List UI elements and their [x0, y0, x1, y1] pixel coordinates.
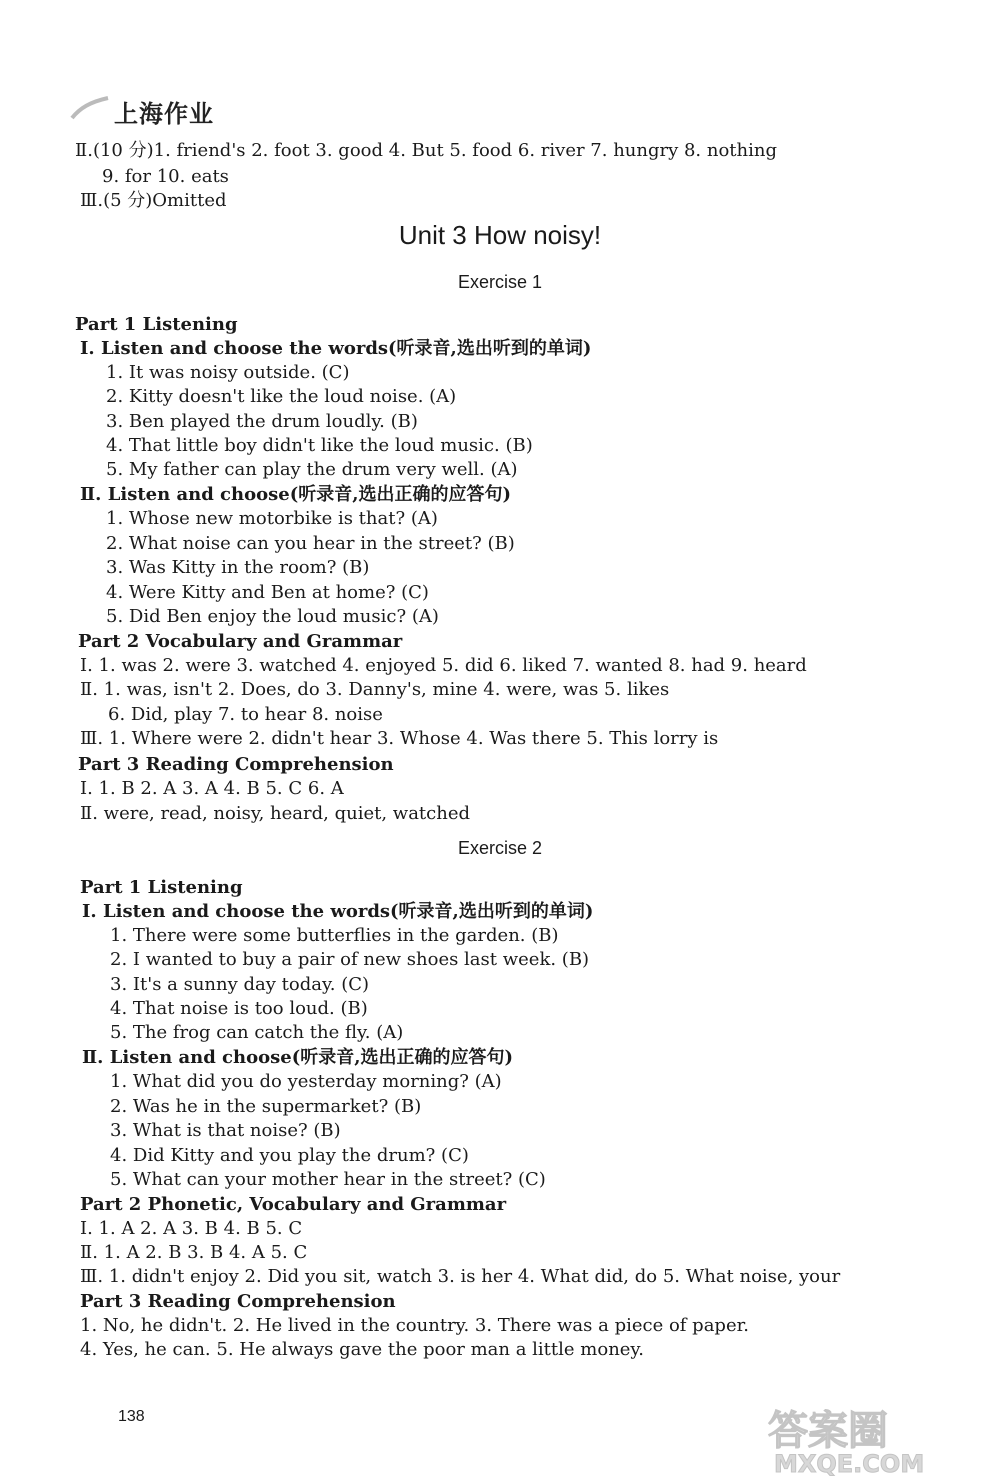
answer-line: Ⅱ. were, read, noisy, heard, quiet, watched	[80, 803, 471, 824]
part-heading: Part 1 Listening	[80, 877, 243, 898]
list-item: 2. What noise can you hear in the street? (B)	[106, 533, 515, 554]
list-item: 1. What did you do yesterday morning? (A)	[110, 1071, 502, 1092]
watermark-logo	[760, 1400, 990, 1476]
exercise-title: Exercise 2	[457, 838, 543, 858]
answer-line: Ⅰ. 1. A 2. A 3. B 4. B 5. C	[80, 1218, 303, 1239]
part-heading: Part 3 Reading Comprehension	[78, 754, 394, 775]
list-item: 1. Whose new motorbike is that? (A)	[106, 508, 438, 529]
section-heading: Ⅰ. Listen and choose the words(听录音,选出听到的单词)	[82, 901, 594, 922]
list-item: 5. What can your mother hear in the street? (C)	[110, 1169, 546, 1190]
list-item: 5. My father can play the drum very well. (A)	[106, 459, 518, 480]
answer-line: Ⅱ. 1. was, isn't 2. Does, do 3. Danny's, mine 4. were, was 5. likes	[80, 679, 670, 700]
section-heading: Ⅱ. Listen and choose(听录音,选出正确的应答句)	[82, 1047, 513, 1068]
answer-line: Ⅰ. 1. was 2. were 3. watched 4. enjoyed 5. did 6. liked 7. wanted 8. had 9. heard	[80, 655, 807, 676]
part-heading: Part 2 Phonetic, Vocabulary and Grammar	[80, 1194, 507, 1215]
list-item: 2. Was he in the supermarket? (B)	[110, 1096, 422, 1117]
brush-swoosh-icon	[70, 90, 110, 124]
list-item: 3. It's a sunny day today. (C)	[110, 974, 370, 995]
list-item: 1. It was noisy outside. (C)	[106, 362, 350, 383]
answer-line: Ⅲ. 1. Where were 2. didn't hear 3. Whose 4. Was there 5. This lorry is	[80, 728, 719, 749]
list-item: 3. What is that noise? (B)	[110, 1120, 341, 1141]
section-heading: Ⅰ. Listen and choose the words(听录音,选出听到的单词)	[80, 338, 592, 359]
list-item: 2. Kitty doesn't like the loud noise. (A)	[106, 386, 457, 407]
list-item: 3. Ben played the drum loudly. (B)	[106, 411, 418, 432]
part-heading: Part 3 Reading Comprehension	[80, 1291, 396, 1312]
list-item: 4. That little boy didn't like the loud music. (B)	[106, 435, 533, 456]
exercise-title: Exercise 1	[457, 272, 543, 292]
svg-text:MXQE.COM: MXQE.COM	[774, 1450, 925, 1476]
answer-line: Ⅲ.(5 分)Omitted	[80, 190, 227, 211]
part-heading: Part 2 Vocabulary and Grammar	[78, 631, 403, 652]
list-item: 1. There were some butterflies in the garden. (B)	[110, 925, 559, 946]
page-number: 138	[118, 1408, 145, 1425]
list-item: 5. Did Ben enjoy the loud music? (A)	[106, 606, 439, 627]
list-item: 2. I wanted to buy a pair of new shoes last week. (B)	[110, 949, 590, 970]
section-heading: Ⅱ. Listen and choose(听录音,选出正确的应答句)	[80, 484, 511, 505]
answer-line: 1. No, he didn't. 2. He lived in the country. 3. There was a piece of paper.	[80, 1315, 749, 1336]
answer-line: Ⅱ. 1. A 2. B 3. B 4. A 5. C	[80, 1242, 308, 1263]
svg-text:答案圈: 答案圈	[768, 1408, 888, 1454]
answer-line: 4. Yes, he can. 5. He always gave the poor man a little money.	[80, 1339, 644, 1360]
series-logo	[70, 90, 214, 128]
unit-title: Unit 3 How noisy!	[398, 220, 602, 250]
list-item: 5. The frog can catch the fly. (A)	[110, 1022, 404, 1043]
answer-line: Ⅲ. 1. didn't enjoy 2. Did you sit, watch 3. is her 4. What did, do 5. What noise, your	[80, 1266, 841, 1287]
brand-text: 上海作业	[114, 100, 214, 128]
list-item: 3. Was Kitty in the room? (B)	[106, 557, 370, 578]
list-item: 4. Were Kitty and Ben at home? (C)	[106, 582, 429, 603]
answer-line: 6. Did, play 7. to hear 8. noise	[108, 704, 383, 725]
part-heading: Part 1 Listening	[75, 314, 238, 335]
list-item: 4. That noise is too loud. (B)	[110, 998, 368, 1019]
answer-line: Ⅱ.(10 分)1. friend's 2. foot 3. good 4. But 5. food 6. river 7. hungry 8. nothing	[75, 140, 778, 161]
answer-line: Ⅰ. 1. B 2. A 3. A 4. B 5. C 6. A	[80, 778, 344, 799]
answer-line: 9. for 10. eats	[102, 166, 229, 187]
list-item: 4. Did Kitty and you play the drum? (C)	[110, 1145, 469, 1166]
